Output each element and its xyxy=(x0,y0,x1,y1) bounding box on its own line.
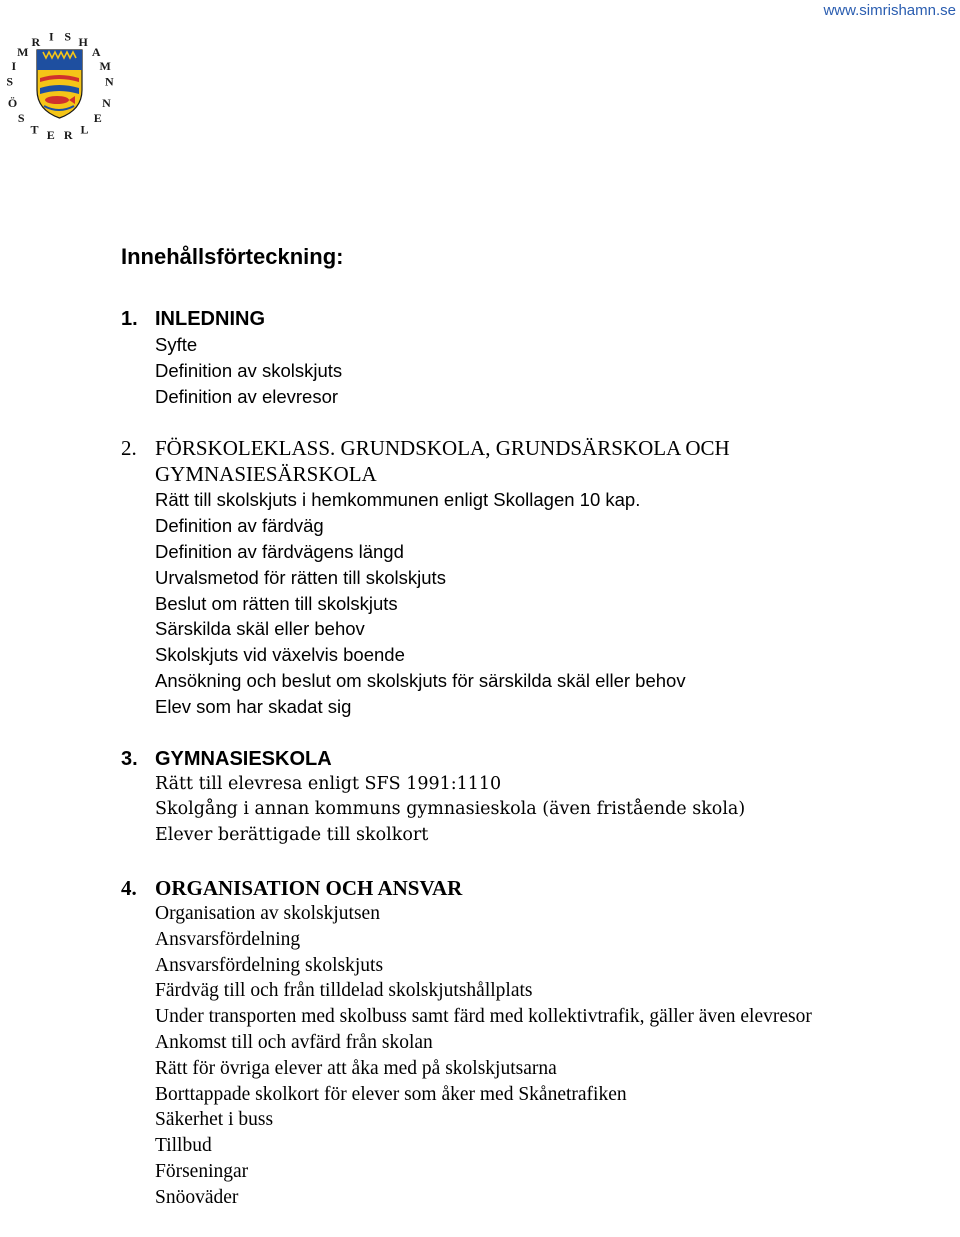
toc-item: Säkerhet i buss xyxy=(155,1109,274,1131)
logo-letter: H xyxy=(78,35,88,49)
section-number: 4. xyxy=(121,875,137,900)
toc-section-4 xyxy=(121,875,951,1211)
toc-item: Definition av elevresor xyxy=(155,385,339,407)
logo-letter: I xyxy=(11,58,17,73)
logo-letter: Ö xyxy=(7,96,18,111)
section-title: FÖRSKOLEKLASS. GRUNDSKOLA, GRUNDSÄRSKOLA OCH GYMNASIESÄRSKOLA xyxy=(155,436,730,487)
toc-item: Urvalsmetod för rätten till skolskjuts xyxy=(155,566,446,588)
section-number: 2. xyxy=(121,436,137,461)
logo-letter: R xyxy=(63,128,73,143)
toc-item: Skolskjuts vid växelvis boende xyxy=(155,644,405,666)
logo-letter: L xyxy=(80,122,89,137)
section-title: GYMNASIESKOLA xyxy=(155,747,332,770)
toc-section-1 xyxy=(121,306,951,409)
toc-item: Definition av skolskjuts xyxy=(155,359,343,381)
logo-letter: T xyxy=(30,122,39,137)
logo-letter: N xyxy=(102,96,111,111)
toc-section-3 xyxy=(121,746,951,849)
toc-item: Beslut om rätten till skolskjuts xyxy=(155,592,398,614)
toc-item: Särskilda skäl eller behov xyxy=(155,618,365,640)
toc-item: Elever berättigade till skolkort xyxy=(155,825,429,846)
logo-letter: N xyxy=(104,74,114,89)
section-number: 3. xyxy=(121,747,138,770)
toc-title: Innehållsförteckning: xyxy=(121,244,344,269)
logo-letter: A xyxy=(91,45,101,59)
toc-item: Färdväg till och från tilldelad skolskjutshållplats xyxy=(155,980,533,1002)
logo-letter: S xyxy=(64,29,72,44)
section-title: ORGANISATION OCH ANSVAR xyxy=(155,875,463,900)
toc-section-heading xyxy=(121,435,951,487)
toc-section-2 xyxy=(121,435,951,719)
toc-item: Förseningar xyxy=(155,1160,249,1182)
logo-letter: R xyxy=(31,35,41,49)
toc-item: Definition av färdvägens längd xyxy=(155,540,404,562)
toc-section-items xyxy=(121,487,951,719)
section-number: 1. xyxy=(121,308,138,330)
toc-section-items xyxy=(121,332,951,409)
toc-item: Ansvarsfördelning xyxy=(155,928,301,950)
toc-item: Definition av färdväg xyxy=(155,515,324,537)
toc-item: Syfte xyxy=(155,334,198,355)
coat-of-arms-icon xyxy=(37,50,82,118)
toc-item: Organisation av skolskjutsen xyxy=(155,902,380,924)
toc-item: Rätt för övriga elever att åka med på skolskjutsarna xyxy=(155,1057,557,1079)
toc-item: Under transporten med skolbuss samt färd med kollektivtrafik, gäller även elevresor xyxy=(155,1006,812,1028)
logo-letter: M xyxy=(99,58,111,73)
logo-letter: S xyxy=(6,74,14,89)
table-of-contents xyxy=(121,306,951,1237)
toc-section-heading xyxy=(121,746,951,772)
toc-section-heading xyxy=(121,306,951,332)
toc-section-items xyxy=(121,772,951,849)
toc-item: Elev som har skadat sig xyxy=(155,695,352,717)
toc-item: Rätt till elevresa enligt SFS 1991:1110 xyxy=(155,773,502,794)
logo-letter: E xyxy=(93,111,102,126)
toc-section-items xyxy=(121,901,951,1211)
toc-item: Ankomst till och avfärd från skolan xyxy=(155,1031,433,1053)
toc-item: Skolgång i annan kommuns gymnasieskola (även fristående skola) xyxy=(155,799,746,820)
toc-item: Ansvarsfördelning skolskjuts xyxy=(155,954,384,976)
toc-section-heading xyxy=(121,875,951,901)
toc-item: Borttappade skolkort för elever som åker med Skånetrafiken xyxy=(155,1083,627,1105)
logo-letter: M xyxy=(17,45,29,59)
logo-letter: E xyxy=(46,128,55,143)
toc-item: Snöoväder xyxy=(155,1186,239,1208)
simrishamn-logo xyxy=(0,22,118,144)
site-url-link[interactable]: www.simrishamn.se xyxy=(823,2,956,19)
section-title: INLEDNING xyxy=(155,308,265,330)
logo-letter: I xyxy=(48,29,54,44)
toc-item: Tillbud xyxy=(155,1135,212,1157)
toc-item: Ansökning och beslut om skolskjuts för särskilda skäl eller behov xyxy=(155,669,686,691)
toc-item: Rätt till skolskjuts i hemkommunen enligt Skollagen 10 kap. xyxy=(155,489,641,511)
logo-letter: S xyxy=(17,111,25,126)
